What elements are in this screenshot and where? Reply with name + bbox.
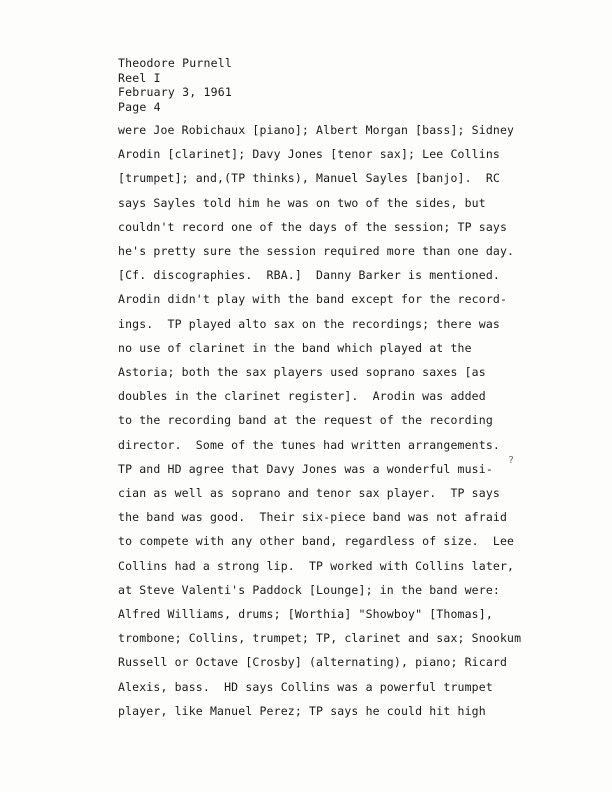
- transcript-line: Alfred Williams, drums; [Worthia] "Showboy" [Thomas],: [118, 607, 493, 622]
- transcript-line: cian as well as soprano and tenor sax player. TP says: [118, 486, 500, 501]
- interviewee-name: Theodore Purnell: [118, 56, 232, 70]
- transcript-line: says Sayles told him he was on two of the sides, but: [118, 195, 486, 210]
- transcript-line: he's pretty sure the session required more than one day.: [118, 244, 515, 259]
- transcript-line: [trumpet]; and,(TP thinks), Manuel Sayles [banjo]. RC: [118, 171, 500, 186]
- transcript-line: were Joe Robichaux [piano]; Albert Morgan [bass]; Sidney: [118, 123, 515, 137]
- transcript-line: couldn't record one of the days of the session; TP says: [118, 219, 508, 234]
- page-number: Page 4: [118, 99, 161, 114]
- transcript-body: [118, 118, 538, 723]
- transcript-line: the band was good. Their six-piece band was not afraid: [118, 510, 508, 525]
- transcript-line: Arodin [clarinet]; Davy Jones [tenor sax]; Lee Collins: [118, 147, 500, 162]
- transcript-line: ings. TP played alto sax on the recordings; there was: [118, 316, 500, 331]
- transcript-line: to the recording band at the request of the recording: [118, 413, 493, 428]
- transcript-line: Alexis, bass. HD says Collins was a powerful trumpet: [118, 679, 493, 694]
- transcript-line: at Steve Valenti's Paddock [Lounge]; in the band were:: [118, 582, 500, 597]
- transcript-line: [Cf. discographies. RBA.] Danny Barker is mentioned.: [118, 268, 500, 283]
- transcript-line: Astoria; both the sax players used soprano saxes [as: [118, 365, 486, 380]
- interview-date: February 3, 1961: [118, 85, 232, 99]
- transcript-line: Russell or Octave [Crosby] (alternating), piano; Ricard: [118, 655, 508, 670]
- transcript-line: player, like Manuel Perez; TP says he could hit high: [118, 703, 486, 718]
- transcript-line: doubles in the clarinet register]. Arodin was added: [118, 389, 486, 404]
- transcript-line: Arodin didn't play with the band except for the record-: [118, 292, 508, 307]
- document-header: [118, 56, 538, 114]
- margin-annotation-mark: ?: [508, 455, 515, 466]
- transcript-line: director. Some of the tunes had written arrangements.: [118, 437, 500, 452]
- transcript-line: trombone; Collins, trumpet; TP, clarinet and sax; Snookum: [118, 631, 522, 646]
- reel-label: Reel I: [118, 70, 161, 85]
- transcript-line: no use of clarinet in the band which played at the: [118, 340, 472, 355]
- transcript-line: TP and HD agree that Davy Jones was a wonderful musi-: [118, 461, 493, 476]
- transcript-line: Collins had a strong lip. TP worked with Collins later,: [118, 558, 515, 573]
- transcript-line: to compete with any other band, regardless of size. Lee: [118, 534, 515, 549]
